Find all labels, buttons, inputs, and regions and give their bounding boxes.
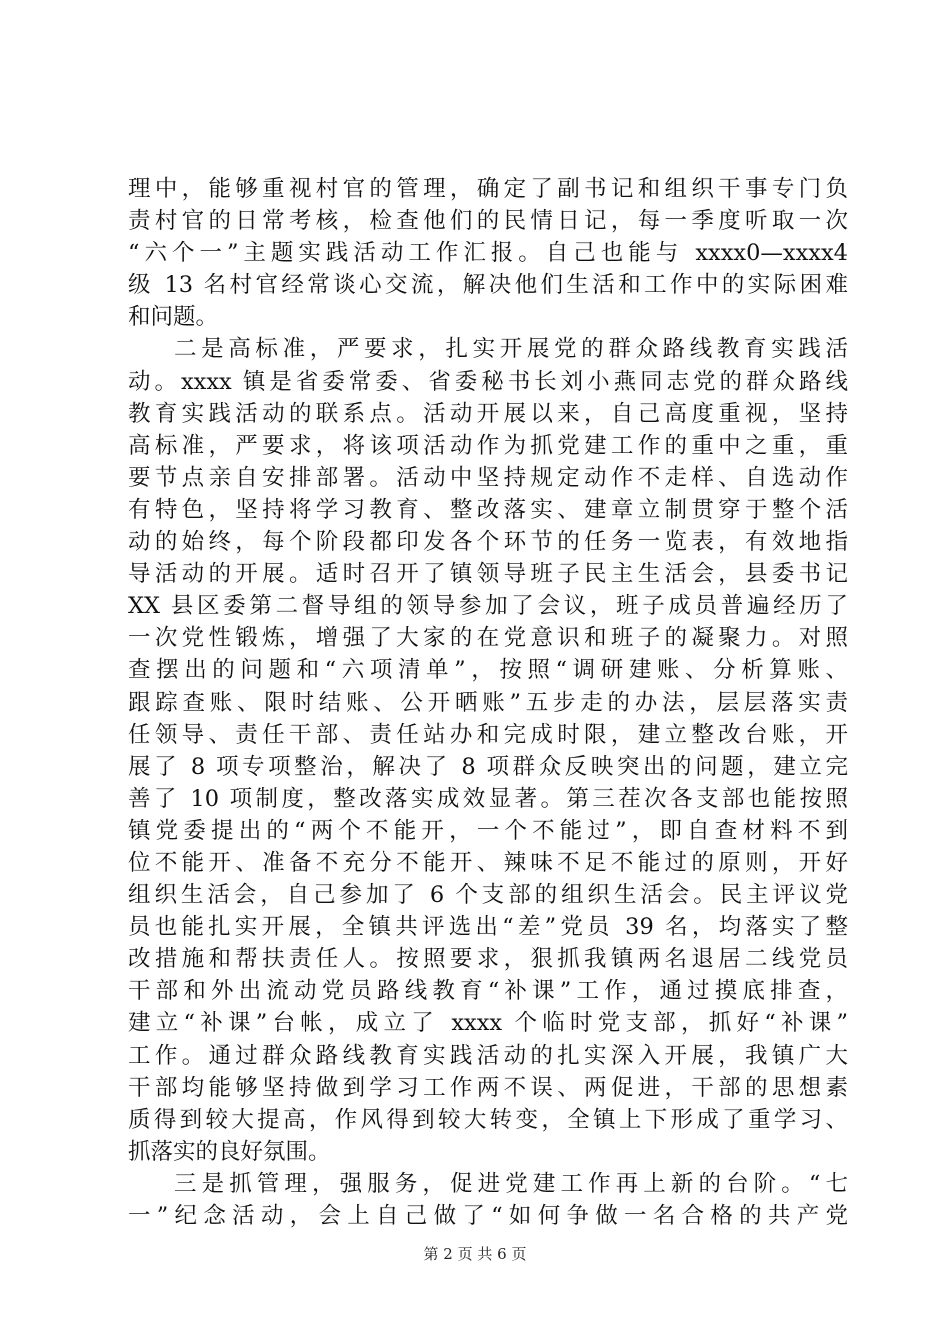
text-line: 善了 10 项制度，整改落实成效显著。第三茬次各支部也能按照	[128, 785, 848, 812]
text-line: XX 县区委第二督导组的领导参加了会议，班子成员普遍经历了	[128, 593, 848, 620]
text-line: 改措施和帮扶责任人。按照要求，狠抓我镇两名退居二线党员	[128, 946, 848, 973]
text-line: 一”纪念活动，会上自己做了“如何争做一名合格的共产党	[128, 1203, 848, 1229]
text-line: 导活动的开展。适时召开了镇领导班子民主生活会，县委书记	[128, 561, 848, 588]
text-line: 镇党委提出的“两个不能开，一个不能过”，即自查材料不到	[128, 817, 848, 844]
text-line: 干部和外出流动党员路线教育“补课”工作，通过摸底排查，	[128, 978, 848, 1005]
text-line: 建立“补课”台帐，成立了 xxxx 个临时党支部，抓好“补课”	[128, 1010, 848, 1037]
text-line: 理中，能够重视村官的管理，确定了副书记和组织干事专门负	[128, 176, 848, 202]
text-line: 展了 8 项专项整治，解决了 8 项群众反映突出的问题，建立完	[128, 753, 848, 780]
text-line: 级 13 名村官经常谈心交流，解决他们生活和工作中的实际困难	[128, 272, 848, 299]
text-line: 教育实践活动的联系点。活动开展以来，自己高度重视，坚持	[128, 400, 848, 427]
text-line: “六个一”主题实践活动工作汇报。自己也能与 xxxx0—xxxx4	[128, 240, 848, 267]
text-line: 有特色，坚持将学习教育、整改落实、建章立制贯穿于整个活	[128, 496, 848, 523]
page-number-footer: 第 2 页 共 6 页	[423, 1245, 527, 1263]
text-line: 一次党性锻炼，增强了大家的在党意识和班子的凝聚力。对照	[128, 625, 848, 652]
text-line: 跟踪查账、限时结账、公开晒账”五步走的办法，层层落实责	[128, 689, 848, 716]
body-text	[128, 173, 848, 1232]
text-line: 责村官的日常考核，检查他们的民情日记，每一季度听取一次	[128, 208, 848, 235]
text-line: 组织生活会，自己参加了 6 个支部的组织生活会。民主评议党	[128, 882, 848, 909]
text-line: 要节点亲自安排部署。活动中坚持规定动作不走样、自选动作	[128, 464, 848, 491]
paragraph-first-line: 二是高标准，严要求，扎实开展党的群众路线教育实践活	[174, 336, 848, 363]
text-line: 查摆出的问题和“六项清单”，按照“调研建账、分析算账、	[128, 657, 848, 684]
text-line: 干部均能够坚持做到学习工作两不误、两促进，干部的思想素	[128, 1074, 848, 1101]
text-line: 和问题。	[128, 304, 219, 331]
paragraph-first-line: 三是抓管理，强服务，促进党建工作再上新的台阶。“七	[174, 1170, 848, 1197]
text-line: 动。xxxx 镇是省委常委、省委秘书长刘小燕同志党的群众路线	[128, 368, 848, 395]
text-line: 高标准，严要求，将该项活动作为抓党建工作的重中之重，重	[128, 432, 848, 459]
text-line: 质得到较大提高，作风得到较大转变，全镇上下形成了重学习、	[128, 1106, 848, 1133]
text-line: 工作。通过群众路线教育实践活动的扎实深入开展，我镇广大	[128, 1042, 848, 1069]
text-line: 员也能扎实开展，全镇共评选出“差”党员 39 名，均落实了整	[128, 914, 848, 941]
text-line: 动的始终，每个阶段都印发各个环节的任务一览表，有效地指	[128, 529, 848, 556]
text-line: 抓落实的良好氛围。	[128, 1138, 331, 1165]
text-line: 任领导、责任干部、责任站办和完成时限，建立整改台账，开	[128, 721, 848, 748]
text-line: 位不能开、准备不充分不能开、辣味不足不能过的原则，开好	[128, 849, 848, 876]
